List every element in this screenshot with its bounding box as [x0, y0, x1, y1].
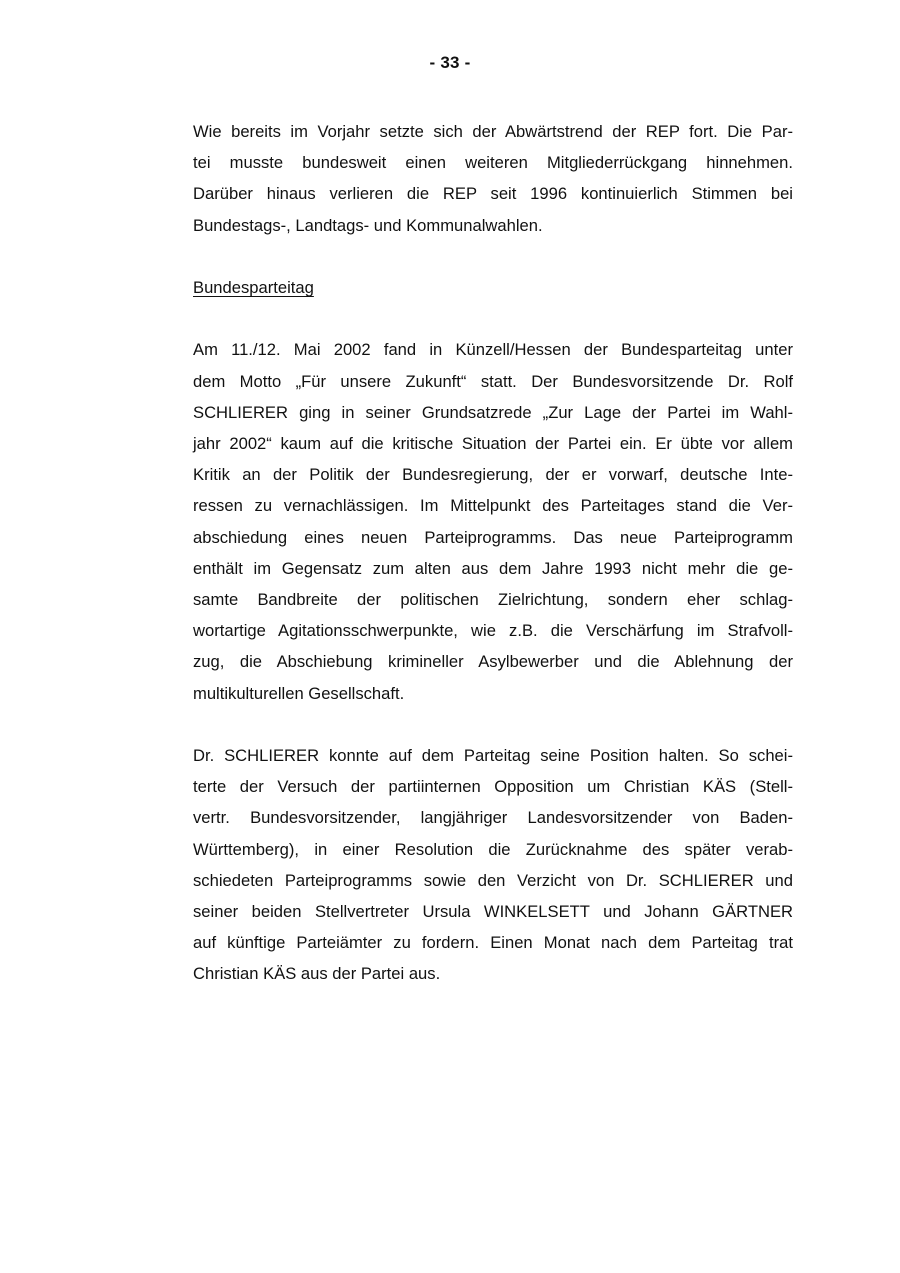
- text-line: auf künftige Parteiämter zu fordern. Einen Monat nach dem Parteitag trat: [193, 933, 793, 953]
- text-line: zug, die Abschiebung krimineller Asylbewerber und die Ablehnung der: [193, 652, 793, 672]
- text-line: vertr. Bundesvorsitzender, langjähriger Landesvorsitzender von Baden-: [193, 808, 793, 828]
- document-body: [193, 116, 793, 990]
- text-line: Bundestags-, Landtags- und Kommunalwahlen.: [193, 215, 543, 235]
- text-line: Württemberg), in einer Resolution die Zurücknahme des später verab-: [193, 839, 793, 859]
- text-line: ressen zu vernachlässigen. Im Mittelpunkt des Parteitages stand die Ver-: [193, 496, 793, 516]
- text-line: samte Bandbreite der politischen Zielrichtung, sondern eher schlag-: [193, 590, 793, 610]
- text-line: Dr. SCHLIERER konnte auf dem Parteitag seine Position halten. So schei-: [193, 746, 793, 766]
- paragraph-parteitag: [193, 334, 793, 708]
- text-line: SCHLIERER ging in seiner Grundsatzrede „Zur Lage der Partei im Wahl-: [193, 402, 793, 422]
- text-line: dem Motto „Für unsere Zukunft“ statt. Der Bundesvorsitzende Dr. Rolf: [193, 371, 793, 391]
- section-heading: [193, 272, 793, 303]
- text-line: Wie bereits im Vorjahr setzte sich der Abwärtstrend der REP fort. Die Par-: [193, 122, 793, 141]
- text-line: wortartige Agitationsschwerpunkte, wie z.B. die Verschärfung im Strafvoll-: [193, 621, 793, 641]
- text-line: Kritik an der Politik der Bundesregierung, der er vorwarf, deutsche Inte-: [193, 465, 793, 485]
- text-line: schiedeten Parteiprogramms sowie den Verzicht von Dr. SCHLIERER und: [193, 870, 793, 890]
- text-line: abschiedung eines neuen Parteiprogramms. Das neue Parteiprogramm: [193, 527, 793, 547]
- section-heading-text: Bundesparteitag: [193, 278, 314, 297]
- text-line: Christian KÄS aus der Partei aus.: [193, 964, 441, 984]
- text-line: seiner beiden Stellvertreter Ursula WINKELSETT und Johann GÄRTNER: [193, 902, 793, 922]
- paragraph-schlierer: [193, 740, 793, 990]
- text-line: jahr 2002“ kaum auf die kritische Situation der Partei ein. Er übte vor allem: [193, 434, 793, 453]
- page-number: - 33 -: [429, 53, 471, 72]
- text-line: terte der Versuch der partiinternen Opposition um Christian KÄS (Stell-: [193, 777, 793, 797]
- text-line: enthält im Gegensatz zum alten aus dem Jahre 1993 nicht mehr die ge-: [193, 558, 793, 578]
- paragraph-intro: [193, 116, 793, 241]
- text-line: Am 11./12. Mai 2002 fand in Künzell/Hessen der Bundesparteitag unter: [193, 340, 793, 360]
- text-line: tei musste bundesweit einen weiteren Mitgliederrückgang hinnehmen.: [193, 153, 793, 173]
- text-line: Darüber hinaus verlieren die REP seit 1996 kontinuierlich Stimmen bei: [193, 184, 793, 204]
- text-line: multikulturellen Gesellschaft.: [193, 683, 405, 703]
